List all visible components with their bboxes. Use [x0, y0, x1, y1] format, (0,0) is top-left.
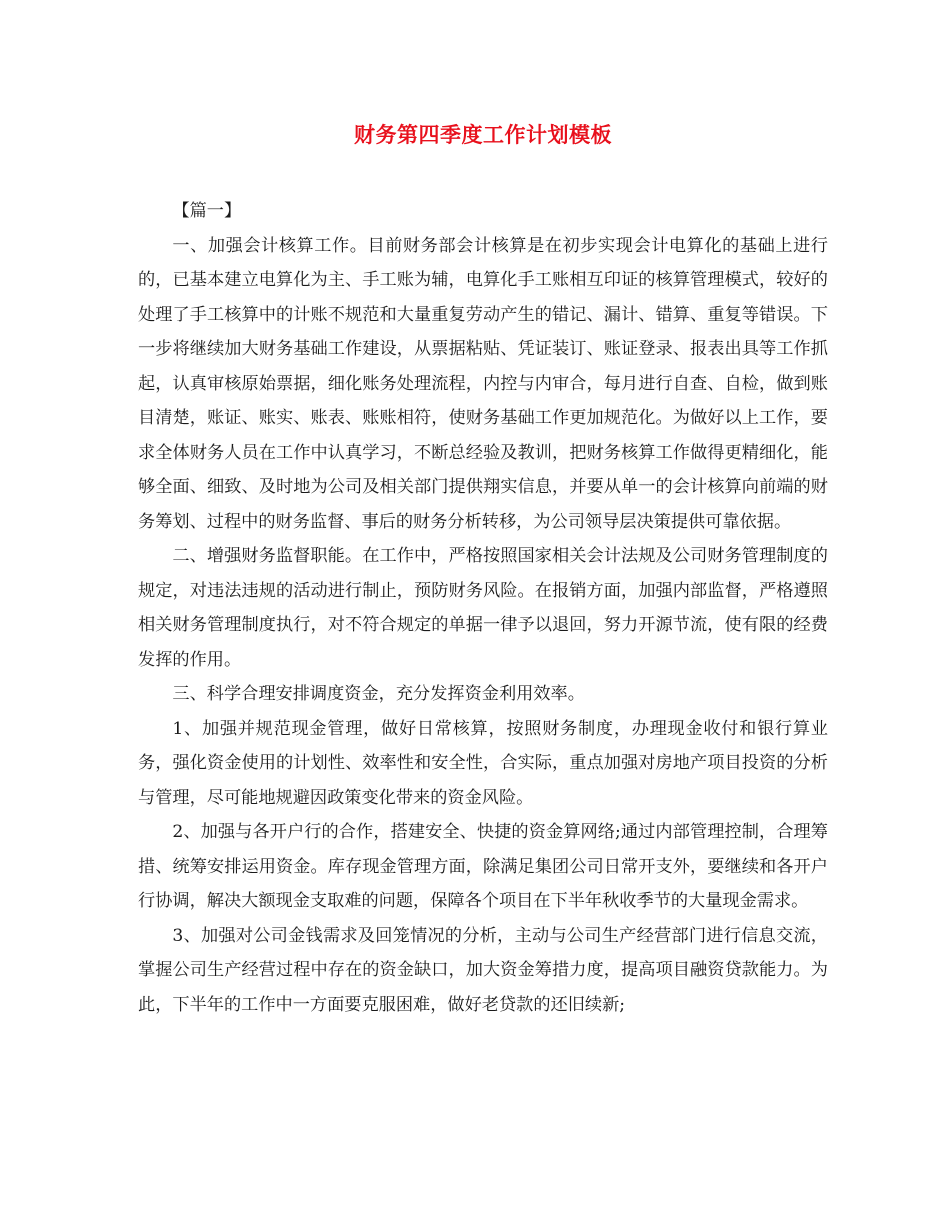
document-title: 财务第四季度工作计划模板: [354, 122, 612, 147]
paragraph-2: 二、增强财务监督职能。在工作中，严格按照国家相关会计法规及公司财务管理制度的规定，对违法违规的活动进行制止，预防财务风险。在报销方面，加强内部监督，严格遵照相关财务管理制度执行，对不符合规定的单据一律予以退回，努力开源节流，使有限的经费发挥的作用。: [138, 546, 828, 670]
paragraph-3: 三、科学合理安排调度资金，充分发挥资金利用效率。: [172, 684, 585, 704]
section-label: 【篇一】: [172, 201, 242, 221]
document-body: [138, 194, 828, 1022]
paragraph-1: 一、加强会计核算工作。目前财务部会计核算是在初步实现会计电算化的基础上进行的，已基本建立电算化为主、手工账为辅，电算化手工账相互印证的核算管理模式，较好的处理了手工核算中的计账不规范和大量重复劳动产生的错记、漏计、错算、重复等错误。下一步将继续加大财务基础工作建设，从票据粘贴、凭证装订、账证登录、报表出具等工作抓起，认真审核原始票据，细化账务处理流程，内控与内审合，每月进行自查、自检，做到账目清楚，账证、账实、账表、账账相符，使财务基础工作更加规范化。为做好以上工作，要求全体财务人员在工作中认真学习，不断总经验及教训，把财务核算工作做得更精细化，能够全面、细致、及时地为公司及相关部门提供翔实信息，并要从单一的会计核算向前端的财务筹划、过程中的财务监督、事后的财务分析转移，为公司领导层决策提供可靠依据。: [138, 235, 828, 532]
paragraph-6: 3、加强对公司金钱需求及回笼情况的分析，主动与公司生产经营部门进行信息交流，掌握公司生产经营过程中存在的资金缺口，加大资金筹措力度，提高项目融资贷款能力。为此，下半年的工作中一方面要克服困难，做好老贷款的还旧续新;: [138, 925, 828, 1015]
paragraph-5: 2、加强与各开户行的合作，搭建安全、快捷的资金算网络;通过内部管理控制，合理筹措、统筹安排运用资金。库存现金管理方面，除满足集团公司日常开支外，要继续和各开户行协调，解决大额现金支取难的问题，保障各个项目在下半年秋收季节的大量现金需求。: [138, 822, 828, 911]
paragraph-4: 1、加强并规范现金管理，做好日常核算，按照财务制度，办理现金收付和银行算业务，强化资金使用的计划性、效率性和安全性，合实际，重点加强对房地产项目投资的分析与管理，尽可能地规避因政策变化带来的资金风险。: [138, 718, 828, 808]
